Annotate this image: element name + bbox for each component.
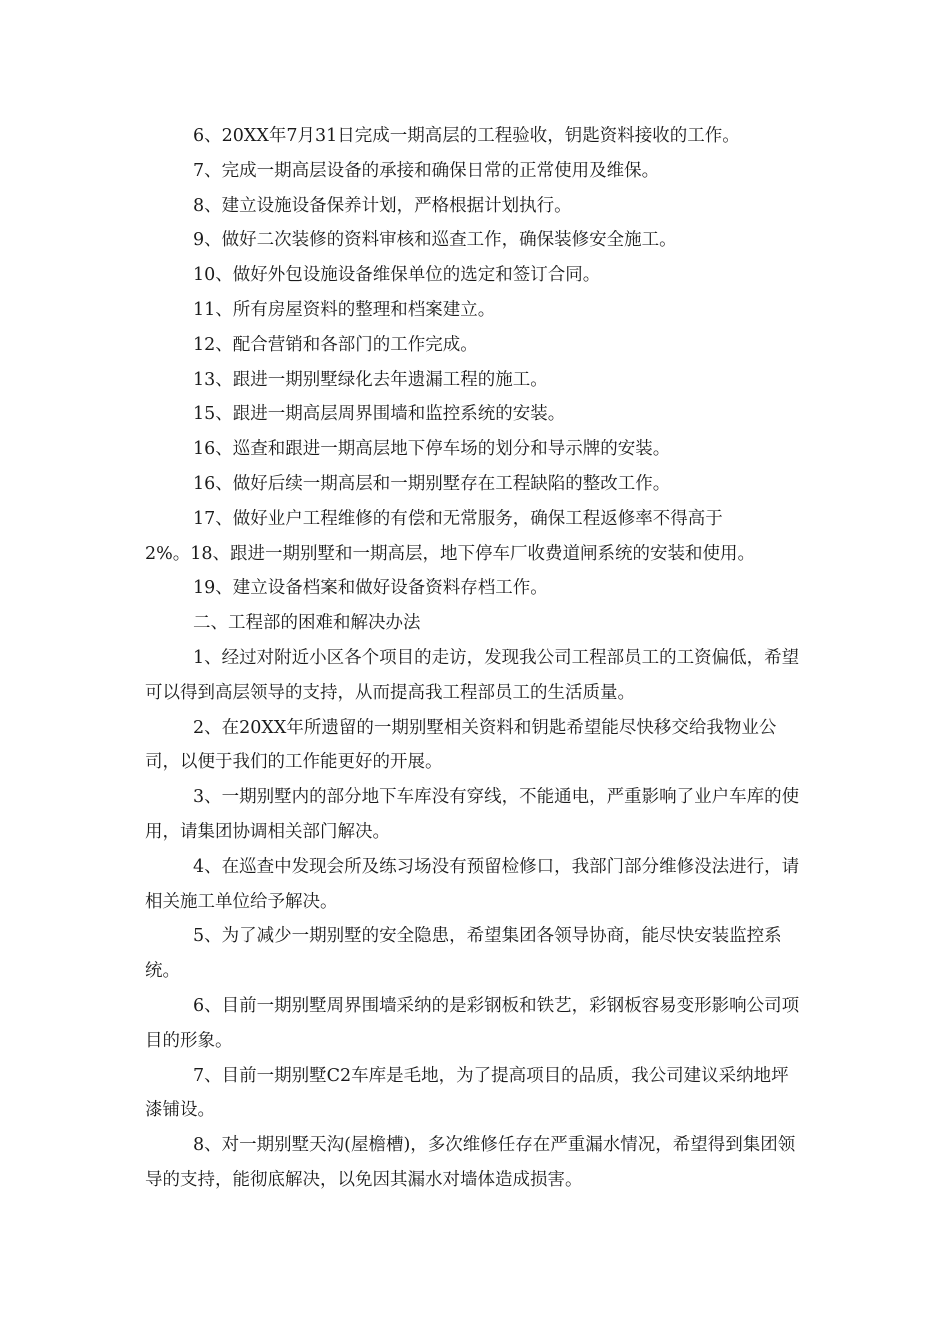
document-body (145, 119, 805, 1198)
paragraph: 6、目前一期别墅周界围墙采纳的是彩钢板和铁艺，彩钢板容易变形影响公司项目的形象。 (145, 995, 800, 1051)
paragraph: 1、经过对附近小区各个项目的走访，发现我公司工程部员工的工资偏低，希望可以得到高层领导的支持，从而提高我工程部员工的生活质量。 (145, 647, 800, 703)
paragraph: 7、完成一期高层设备的承接和确保日常的正常使用及维保。 (193, 160, 660, 181)
paragraph: 3、一期别墅内的部分地下车库没有穿线，不能通电，严重影响了业户车库的使用，请集团协调相关部门解决。 (145, 787, 800, 842)
paragraph: 5、为了减少一期别墅的安全隐患，希望集团各领导协商，能尽快安装监控系统。 (145, 926, 782, 982)
paragraph: 4、在巡查中发现会所及练习场没有预留检修口，我部门部分维修没法进行，请相关施工单位给予解决。 (145, 856, 800, 912)
paragraph: 13、跟进一期别墅绿化去年遗漏工程的施工。 (193, 369, 548, 390)
paragraph: 19、建立设备档案和做好设备资料存档工作。 (193, 578, 548, 599)
paragraph: 16、巡查和跟进一期高层地下停车场的划分和导示牌的安装。 (193, 439, 671, 460)
paragraph: 8、建立设施设备保养计划，严格根据计划执行。 (193, 195, 572, 216)
paragraph: 2、在20XX年所遗留的一期别墅相关资料和钥匙希望能尽快移交给我物业公司，以便于我们的工作能更好的开展。 (145, 717, 777, 773)
paragraph: 17、做好业户工程维修的有偿和无常服务，确保工程返修率不得高于 (193, 508, 723, 529)
paragraph: 8、对一期别墅天沟(屋檐槽)，多次维修任存在严重漏水情况，希望得到集团领导的支持，能彻底解决，以免因其漏水对墙体造成损害。 (145, 1135, 796, 1190)
paragraph: 16、做好后续一期高层和一期别墅存在工程缺陷的整改工作。 (193, 473, 671, 494)
paragraph: 二、工程部的困难和解决办法 (193, 613, 421, 634)
paragraph: 12、配合营销和各部门的工作完成。 (193, 334, 478, 355)
paragraph: 10、做好外包设施设备维保单位的选定和签订合同。 (193, 265, 601, 286)
paragraph: 2%。18、跟进一期别墅和一期高层，地下停车厂收费道闸系统的安装和使用。 (145, 543, 756, 564)
paragraph: 6、20XX年7月31日完成一期高层的工程验收，钥匙资料接收的工作。 (193, 126, 740, 146)
paragraph: 15、跟进一期高层周界围墙和监控系统的安装。 (193, 404, 566, 425)
paragraph: 9、做好二次装修的资料审核和巡查工作，确保装修安全施工。 (193, 230, 677, 251)
paragraph: 11、所有房屋资料的整理和档案建立。 (193, 299, 496, 320)
paragraph: 7、目前一期别墅C2车库是毛地，为了提高项目的品质，我公司建议采纳地坪漆铺设。 (145, 1065, 789, 1121)
